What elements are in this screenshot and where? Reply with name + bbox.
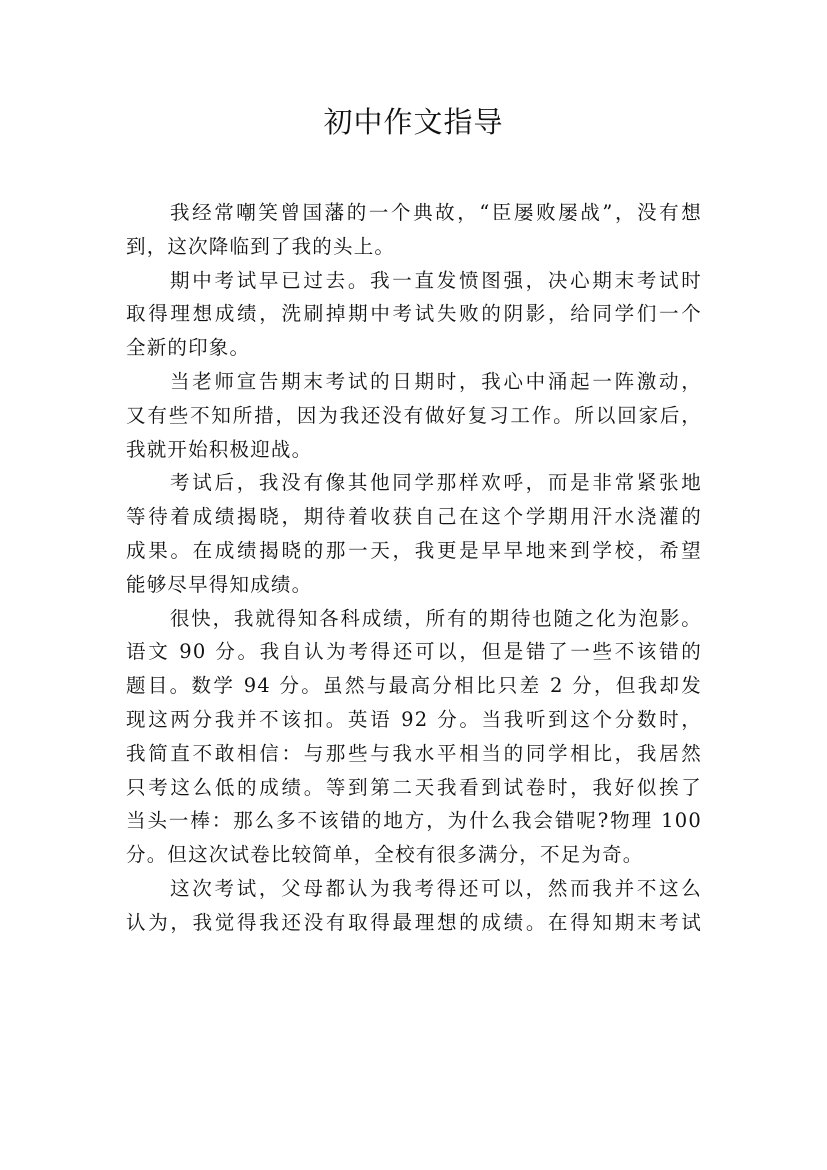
essay-line: 分。但这次试卷比较简单，全校有很多满分，不足为奇。	[126, 843, 644, 867]
essay-line: 成果。在成绩揭晓的那一天，我更是早早地来到学校，希望	[126, 538, 702, 562]
essay-line: 考试后，我没有像其他同学那样欢呼，而是非常紧张地	[170, 471, 702, 495]
essay-line: 只考这么低的成绩。等到第二天我看到试卷时，我好似挨了	[126, 775, 702, 799]
essay-line: 认为，我觉得我还没有取得最理想的成绩。在得知期末考试	[126, 910, 702, 934]
essay-line: 我简直不敢相信：与那些与我水平相当的同学相比，我居然	[126, 741, 702, 765]
essay-line: 我经常嘲笑曾国藩的一个典故，“臣屡败屡战”，没有想	[170, 201, 702, 224]
essay-line: 这次考试，父母都认为我考得还可以，然而我并不这么	[170, 876, 702, 900]
essay-line: 很快，我就得知各科成绩，所有的期待也随之化为泡影。	[170, 606, 702, 630]
essay-line: 语文 90 分。我自认为考得还可以，但是错了一些不该错的	[126, 640, 702, 664]
essay-line: 能够尽早得知成绩。	[126, 572, 313, 596]
essay-line: 等待着成绩揭晓，期待着收获自己在这个学期用汗水浇灌的	[126, 505, 702, 529]
essay-line: 当老师宣告期末考试的日期时，我心中涌起一阵激动，	[170, 369, 702, 393]
essay-line: 期中考试早已过去。我一直发愤图强，决心期末考试时	[170, 268, 702, 292]
essay-line: 题目。数学 94 分。虽然与最高分相比只差 2 分，但我却发	[126, 674, 702, 698]
essay-line: 当头一棒：那么多不该错的地方，为什么我会错呢?物理 100	[126, 809, 702, 833]
essay-body	[126, 196, 702, 940]
essay-line: 现这两分我并不该扣。英语 92 分。当我听到这个分数时，	[126, 707, 702, 731]
essay-line: 全新的印象。	[126, 336, 251, 360]
essay-line: 又有些不知所措，因为我还没有做好复习工作。所以回家后，	[126, 403, 702, 427]
document-title: 初中作文指导	[323, 105, 504, 139]
essay-line: 取得理想成绩，洗刷掉期中考试失败的阴影，给同学们一个	[126, 302, 702, 326]
essay-line: 我就开始积极迎战。	[126, 437, 313, 461]
essay-line: 到，这次降临到了我的头上。	[126, 234, 396, 258]
